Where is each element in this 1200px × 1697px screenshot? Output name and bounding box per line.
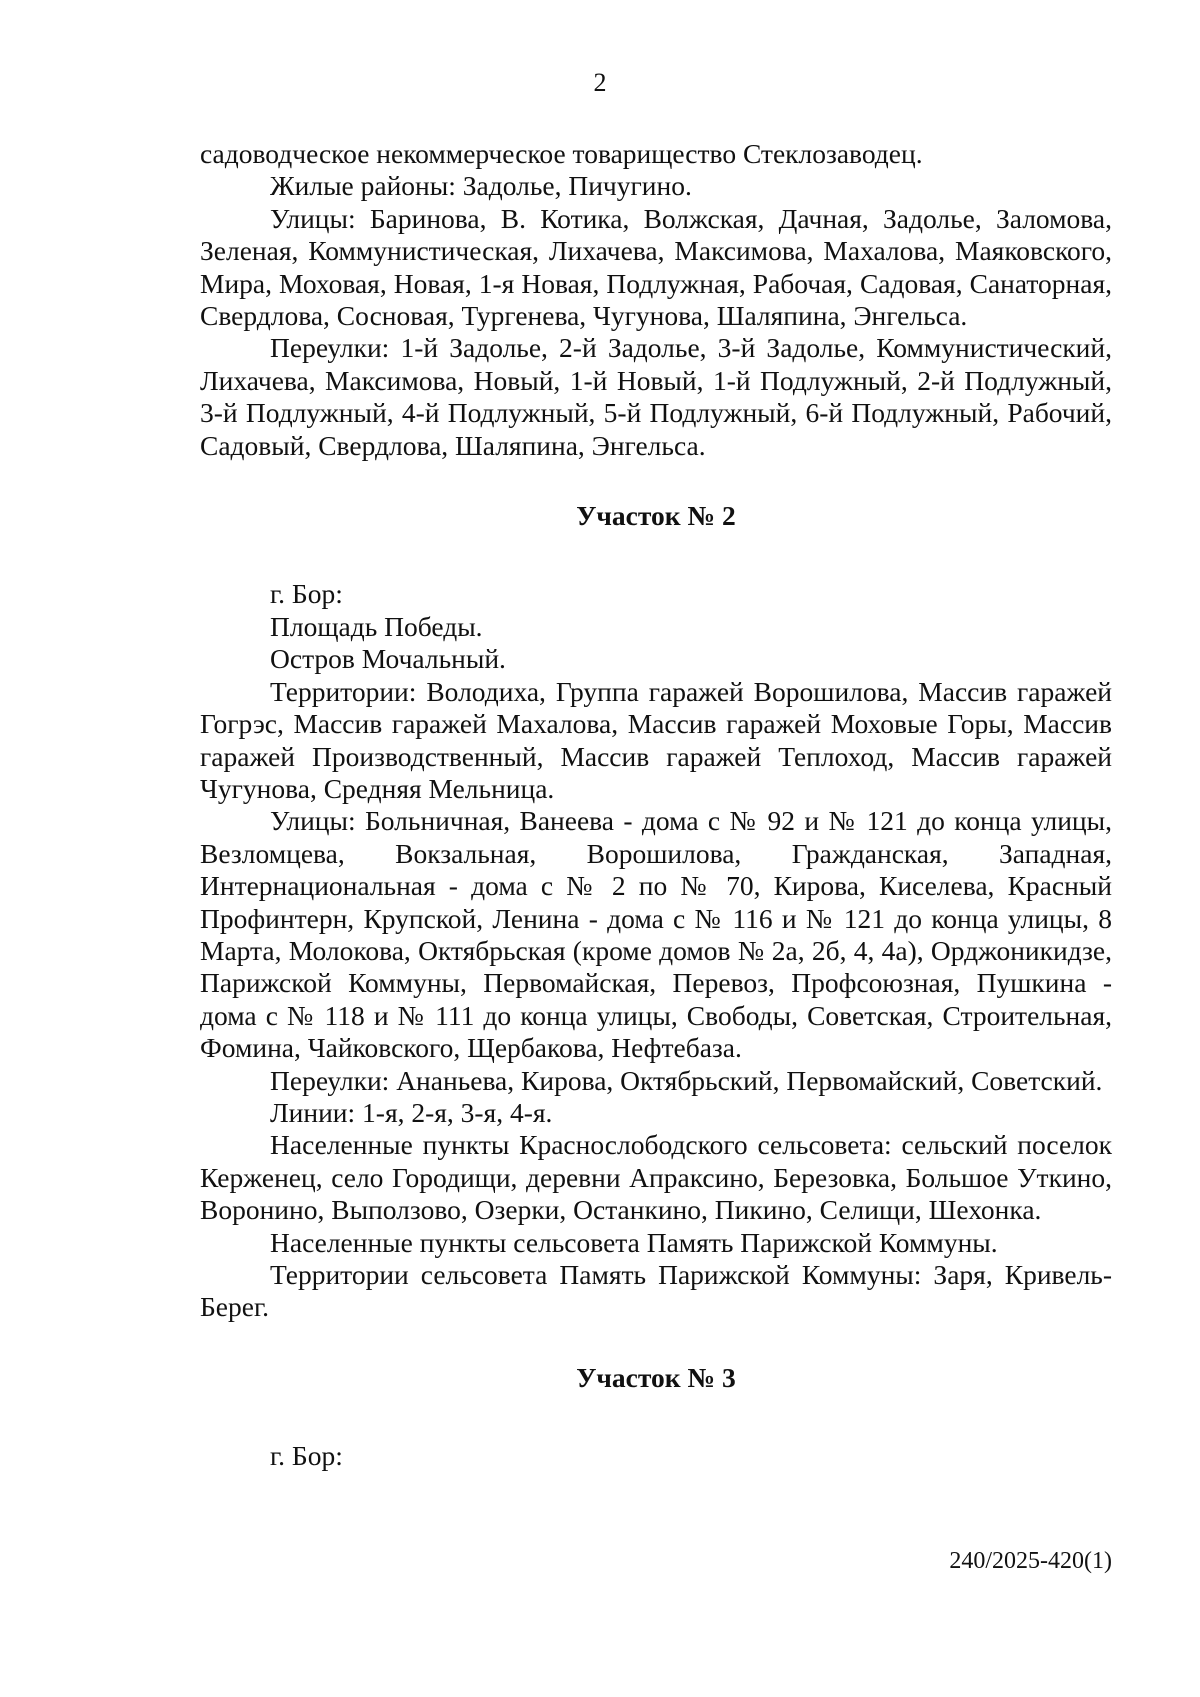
paragraph-settlements-commune: Населенные пункты сельсовета Память Парижской Коммуны. bbox=[270, 1226, 998, 1258]
paragraph-streets: Улицы: Больничная, Ванеева - дома с № 92 и № 121 до конца улицы, Везломцева, Вокзальная, Ворошилова, Гражданская, Западная, Интернациональная - дома с № 2 по № 70, Кирова, Киселева, Красный Профинтерн, Крупской, Ленина - дома с № 116 и № 121 до конца улицы, 8 Марта, Молокова, Октябрьская (кроме домов № 2а, 2б, 4, 4а), Орджоникидзе, Парижской Коммуны, Первомайская, Перевоз, Профсоюзная, Пушкина - дома с № 118 и № 111 до конца улицы, Свободы, Советская, Строительная, Фомина, Чайковского, Щербакова, Нефтебаза. bbox=[200, 805, 1112, 1064]
paragraph-lanes: Переулки: Ананьева, Кирова, Октябрьский, Первомайский, Советский. bbox=[270, 1064, 1103, 1096]
paragraph-city: г. Бор: bbox=[270, 578, 343, 610]
document-body bbox=[200, 138, 1112, 1473]
paragraph-lanes: Переулки: 1-й Задолье, 2-й Задолье, 3-й Задолье, Коммунистический, Лихачева, Максимова, Новый, 1-й Новый, 1-й Подлужный, 2-й Подлужный, 3-й Подлужный, 4-й Подлужный, 5-й Подлужный, 6-й Подлужный, Рабочий, Садовый, Свердлова, Шаляпина, Энгельса. bbox=[200, 332, 1112, 461]
paragraph-snt: садоводческое некоммерческое товарищество Стеклозаводец. bbox=[200, 138, 923, 169]
paragraph-square: Площадь Победы. bbox=[270, 610, 483, 642]
paragraph-residential-districts: Жилые районы: Задолье, Пичугино. bbox=[270, 170, 692, 202]
paragraph-island: Остров Мочальный. bbox=[270, 643, 506, 675]
section-heading-2: Участок № 2 bbox=[576, 500, 736, 532]
paragraph-lines: Линии: 1-я, 2-я, 3-я, 4-я. bbox=[270, 1096, 553, 1128]
paragraph-streets: Улицы: Баринова, В. Котика, Волжская, Дачная, Задолье, Заломова, Зеленая, Коммунистическая, Лихачева, Максимова, Махалова, Маяковского, Мира, Моховая, Новая, 1-я Новая, Подлужная, Рабочая, Садовая, Санаторная, Свердлова, Сосновая, Тургенева, Чугунова, Шаляпина, Энгельса. bbox=[200, 202, 1112, 332]
paragraph-territories-commune: Территории сельсовета Память Парижской Коммуны: Заря, Кривель-Берег. bbox=[200, 1259, 1112, 1323]
page-number: 2 bbox=[593, 68, 607, 97]
paragraph-settlements: Населенные пункты Краснослободского сельсовета: сельский поселок Керженец, село Городищи, деревни Апраксино, Березовка, Большое Уткино, Воронино, Выползово, Озерки, Останкино, Пикино, Селищи, Шехонка. bbox=[200, 1129, 1112, 1226]
document-code: 240/2025-420(1) bbox=[949, 1548, 1112, 1574]
paragraph-territories: Территории: Володиха, Группа гаражей Ворошилова, Массив гаражей Гогрэс, Массив гаражей Махалова, Массив гаражей Моховые Горы, Массив гаражей Производственный, Массив гаражей Теплоход, Массив гаражей Чугунова, Средняя Мельница. bbox=[200, 675, 1112, 804]
paragraph-city: г. Бор: bbox=[270, 1440, 343, 1472]
section-heading-3: Участок № 3 bbox=[576, 1361, 736, 1393]
